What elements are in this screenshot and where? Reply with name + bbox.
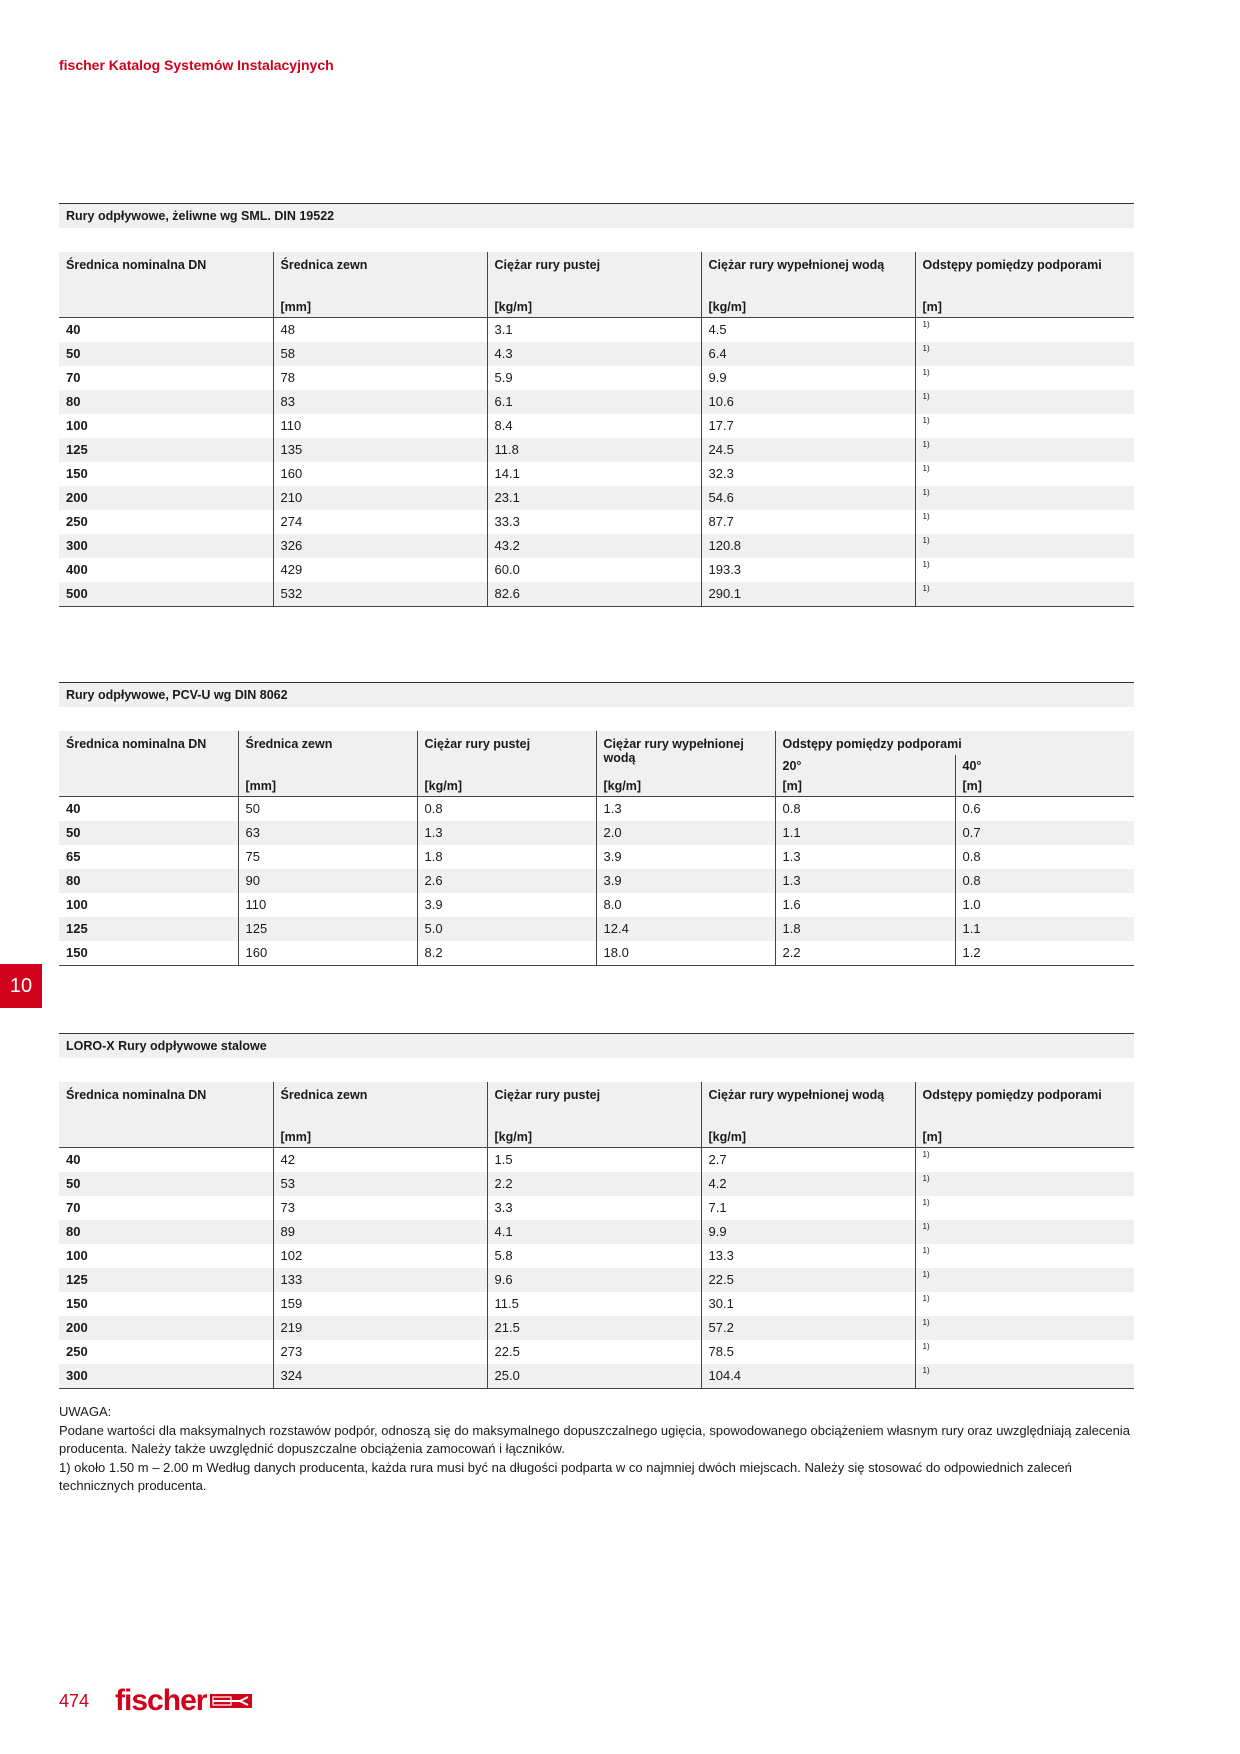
data-table [59, 731, 1134, 966]
table-row [59, 869, 1134, 893]
table-cell: 125 [238, 917, 417, 941]
dn-cell: 150 [66, 1296, 88, 1311]
data-table [59, 1082, 1134, 1389]
column-header: Średnica nominalna DN [59, 1082, 273, 1124]
table-cell: 0.8 [775, 797, 955, 822]
table-section-cast-iron [59, 203, 1134, 607]
notes-text: Podane wartości dla maksymalnych rozstawów podpór, odnoszą się do maksymalnego dopuszczalnego ugięcia, spowodowanego obciążeniem własnym rury oraz uwzględniają zalecenia producenta. Należy także uwzględnić dopuszczalne obciążenia zamocowań i łączników. [59, 1422, 1130, 1456]
section-tab: 10 [0, 964, 42, 1008]
table-row [59, 390, 1134, 414]
dn-cell: 50 [59, 821, 238, 845]
table-cell: 42 [273, 1148, 487, 1173]
table-title: Rury odpływowe, żeliwne wg SML. DIN 19522 [59, 203, 1134, 228]
table-row [59, 582, 1134, 607]
table-cell: 135 [273, 438, 487, 462]
dn-cell: 80 [59, 869, 238, 893]
page-header: fischer Katalog Systemów Instalacyjnych [59, 57, 334, 73]
table-row [59, 941, 1134, 966]
table-cell: 110 [238, 893, 417, 917]
column-header: Ciężar rury wypełnionej wodą [701, 1082, 915, 1124]
dn-cell: 300 [59, 1364, 273, 1389]
unit-header [59, 779, 238, 797]
column-header: Ciężar rury pustej [487, 1082, 701, 1124]
table-cell: 53 [273, 1172, 487, 1196]
table-cell: 5.0 [417, 917, 596, 941]
table-cell: 1.1 [775, 821, 955, 845]
table-cell: 193.3 [701, 558, 915, 582]
unit-header [59, 294, 273, 318]
unit-header: [kg/m] [487, 1124, 701, 1148]
table-cell: 9.6 [487, 1268, 701, 1292]
dn-cell: 40 [66, 801, 81, 816]
table-cell: 1.1 [955, 917, 1134, 941]
table-cell: 22.5 [701, 1268, 915, 1292]
table-section-steel [59, 1033, 1134, 1389]
table-cell: 17.7 [701, 414, 915, 438]
table-cell: 11.5 [487, 1292, 701, 1316]
footnote-ref: 1) [915, 510, 1134, 534]
table-cell: 63 [238, 821, 417, 845]
table-row [59, 1340, 1134, 1364]
table-row [59, 1268, 1134, 1292]
table-cell: 7.1 [701, 1196, 915, 1220]
table-cell: 83 [273, 390, 487, 414]
dn-cell: 150 [66, 466, 88, 481]
table-cell: 25.0 [487, 1364, 701, 1389]
dn-cell: 125 [59, 917, 238, 941]
page-number: 474 [59, 1690, 90, 1711]
column-header: Odstępy pomiędzy podporami [775, 731, 1134, 755]
column-header: Ciężar rury pustej [417, 731, 596, 779]
table-row [59, 1196, 1134, 1220]
unit-header: [m] [915, 1124, 1134, 1148]
table-title: Rury odpływowe, PCV-U wg DIN 8062 [59, 682, 1134, 707]
unit-header: [m] [775, 779, 955, 797]
table-cell: 89 [273, 1220, 487, 1244]
dn-cell: 250 [66, 514, 88, 529]
table-cell: 10.6 [701, 390, 915, 414]
dn-cell: 200 [59, 486, 273, 510]
unit-header: [kg/m] [417, 779, 596, 797]
table-cell: 78.5 [701, 1340, 915, 1364]
column-header: Ciężar rury pustej [487, 252, 701, 294]
dn-cell: 400 [66, 562, 88, 577]
table-row [59, 1220, 1134, 1244]
footnote-ref: 1) [915, 582, 1134, 607]
table-row [59, 821, 1134, 845]
dn-cell: 40 [66, 322, 81, 337]
table-cell: 8.4 [487, 414, 701, 438]
footnote-ref: 1) [915, 462, 1134, 486]
table-cell: 133 [273, 1268, 487, 1292]
table-cell: 1.3 [775, 845, 955, 869]
table-row [59, 366, 1134, 390]
table-cell: 1.3 [596, 797, 775, 822]
column-header: Średnica zewn [273, 252, 487, 294]
dn-cell: 40 [66, 1152, 81, 1167]
table-cell: 82.6 [487, 582, 701, 607]
table-row [59, 342, 1134, 366]
table-cell: 14.1 [487, 462, 701, 486]
unit-header: [m] [915, 294, 1134, 318]
table-cell: 2.2 [775, 941, 955, 966]
footnote-ref: 1) [915, 558, 1134, 582]
unit-header [59, 1124, 273, 1148]
table-row [59, 845, 1134, 869]
unit-header: [kg/m] [701, 1124, 915, 1148]
table-cell: 73 [273, 1196, 487, 1220]
column-header: Odstępy pomiędzy podporami [915, 1082, 1134, 1124]
table-cell: 1.2 [955, 941, 1134, 966]
footnote-ref: 1) [915, 390, 1134, 414]
footnote-ref: 1) [915, 486, 1134, 510]
column-header: Średnica zewn [238, 731, 417, 779]
table-cell: 60.0 [487, 558, 701, 582]
table-cell: 1.3 [775, 869, 955, 893]
table-cell: 160 [273, 462, 487, 486]
table-row [59, 438, 1134, 462]
footnote-ref: 1) [915, 414, 1134, 438]
table-row [59, 558, 1134, 582]
table-cell: 6.4 [701, 342, 915, 366]
footnote-ref: 1) [915, 1244, 1134, 1268]
table-cell: 58 [273, 342, 487, 366]
dn-cell: 50 [59, 1172, 273, 1196]
footnote-ref: 1) [915, 534, 1134, 558]
column-header: Ciężar rury wypełnionej wodą [701, 252, 915, 294]
table-title: LORO-X Rury odpływowe stalowe [59, 1033, 1134, 1058]
dn-cell: 500 [59, 582, 273, 607]
data-table [59, 252, 1134, 607]
footnote-ref: 1) [915, 1220, 1134, 1244]
column-header: Odstępy pomiędzy podporami [915, 252, 1134, 294]
table-row [59, 917, 1134, 941]
temperature-subheader: 40° [955, 755, 1134, 779]
table-cell: 429 [273, 558, 487, 582]
table-cell: 0.6 [955, 797, 1134, 822]
table-cell: 5.8 [487, 1244, 701, 1268]
table-cell: 2.7 [701, 1148, 915, 1173]
table-cell: 18.0 [596, 941, 775, 966]
table-cell: 324 [273, 1364, 487, 1389]
notes [59, 1403, 1134, 1496]
table-cell: 12.4 [596, 917, 775, 941]
table-cell: 54.6 [701, 486, 915, 510]
table-cell: 78 [273, 366, 487, 390]
table-cell: 4.5 [701, 318, 915, 343]
table-cell: 110 [273, 414, 487, 438]
table-cell: 273 [273, 1340, 487, 1364]
table-row [59, 534, 1134, 558]
table-cell: 11.8 [487, 438, 701, 462]
temperature-subheader: 20° [775, 755, 955, 779]
table-cell: 4.3 [487, 342, 701, 366]
dn-cell: 100 [66, 897, 88, 912]
table-cell: 48 [273, 318, 487, 343]
table-row [59, 797, 1134, 822]
table-cell: 43.2 [487, 534, 701, 558]
table-cell: 326 [273, 534, 487, 558]
dn-cell: 65 [66, 849, 81, 864]
table-cell: 87.7 [701, 510, 915, 534]
dn-cell: 50 [59, 342, 273, 366]
footnote-ref: 1) [915, 1316, 1134, 1340]
footnote-ref: 1) [915, 342, 1134, 366]
table-row [59, 1148, 1134, 1173]
footnote-ref: 1) [915, 438, 1134, 462]
dn-cell: 80 [59, 390, 273, 414]
table-cell: 2.2 [487, 1172, 701, 1196]
table-cell: 57.2 [701, 1316, 915, 1340]
column-header: Ciężar rury wypełnionej wodą [596, 731, 775, 779]
table-cell: 159 [273, 1292, 487, 1316]
notes-heading: UWAGA: [59, 1404, 112, 1419]
table-cell: 8.2 [417, 941, 596, 966]
dn-cell: 250 [66, 1344, 88, 1359]
table-cell: 1.3 [417, 821, 596, 845]
table-cell: 90 [238, 869, 417, 893]
table-cell: 3.9 [596, 845, 775, 869]
table-cell: 4.1 [487, 1220, 701, 1244]
table-cell: 21.5 [487, 1316, 701, 1340]
footer [59, 1684, 252, 1718]
table-cell: 8.0 [596, 893, 775, 917]
table-cell: 3.9 [417, 893, 596, 917]
unit-header: [m] [955, 779, 1134, 797]
table-cell: 6.1 [487, 390, 701, 414]
unit-header: [kg/m] [596, 779, 775, 797]
table-cell: 75 [238, 845, 417, 869]
table-row [59, 486, 1134, 510]
table-cell: 3.1 [487, 318, 701, 343]
table-cell: 5.9 [487, 366, 701, 390]
footnote-ref: 1) [915, 1172, 1134, 1196]
table-cell: 23.1 [487, 486, 701, 510]
table-row [59, 1244, 1134, 1268]
table-cell: 9.9 [701, 366, 915, 390]
unit-header: [mm] [273, 1124, 487, 1148]
table-row [59, 1172, 1134, 1196]
dn-cell: 100 [66, 1248, 88, 1263]
unit-header: [mm] [273, 294, 487, 318]
table-section-pvc [59, 682, 1134, 966]
table-cell: 0.8 [955, 869, 1134, 893]
table-cell: 4.2 [701, 1172, 915, 1196]
column-header: Średnica zewn [273, 1082, 487, 1124]
table-cell: 120.8 [701, 534, 915, 558]
unit-header: [mm] [238, 779, 417, 797]
table-cell: 532 [273, 582, 487, 607]
dn-cell: 70 [66, 1200, 81, 1215]
table-cell: 1.6 [775, 893, 955, 917]
column-header: Średnica nominalna DN [59, 252, 273, 294]
table-cell: 1.5 [487, 1148, 701, 1173]
table-cell: 160 [238, 941, 417, 966]
table-cell: 32.3 [701, 462, 915, 486]
table-cell: 0.8 [417, 797, 596, 822]
footnote-ref: 1) [915, 1364, 1134, 1389]
footnote-ref: 1) [915, 1292, 1134, 1316]
table-row [59, 1316, 1134, 1340]
dn-cell: 70 [66, 370, 81, 385]
footnote-ref: 1) [915, 366, 1134, 390]
table-cell: 50 [238, 797, 417, 822]
table-cell: 102 [273, 1244, 487, 1268]
footnote-ref: 1) [915, 1196, 1134, 1220]
table-cell: 2.0 [596, 821, 775, 845]
table-row [59, 318, 1134, 343]
table-cell: 3.9 [596, 869, 775, 893]
table-cell: 9.9 [701, 1220, 915, 1244]
fischer-logo: fischer [115, 1684, 207, 1717]
dn-cell: 125 [59, 1268, 273, 1292]
table-cell: 1.8 [417, 845, 596, 869]
table-row [59, 1364, 1134, 1389]
table-cell: 33.3 [487, 510, 701, 534]
table-row [59, 414, 1134, 438]
table-cell: 210 [273, 486, 487, 510]
table-row [59, 893, 1134, 917]
table-row [59, 462, 1134, 486]
table-cell: 30.1 [701, 1292, 915, 1316]
unit-header: [kg/m] [701, 294, 915, 318]
table-cell: 104.4 [701, 1364, 915, 1389]
dn-cell: 125 [59, 438, 273, 462]
table-cell: 22.5 [487, 1340, 701, 1364]
table-cell: 219 [273, 1316, 487, 1340]
unit-header: [kg/m] [487, 294, 701, 318]
table-cell: 1.8 [775, 917, 955, 941]
fischer-logo-icon [210, 1692, 252, 1710]
dn-cell: 300 [59, 534, 273, 558]
footnote-ref: 1) [915, 1268, 1134, 1292]
column-header: Średnica nominalna DN [59, 731, 238, 779]
footnote-ref: 1) [915, 1148, 1134, 1173]
dn-cell: 80 [59, 1220, 273, 1244]
table-cell: 274 [273, 510, 487, 534]
dn-cell: 150 [59, 941, 238, 966]
notes-footnote: 1) około 1.50 m – 2.00 m Według danych producenta, każda rura musi być na długości podparta w co najmniej dwóch miejscach. Należy się stosować do odpowiednich zaleceń technicznych producenta. [59, 1459, 1072, 1493]
table-cell: 24.5 [701, 438, 915, 462]
table-row [59, 1292, 1134, 1316]
table-cell: 0.8 [955, 845, 1134, 869]
footnote-ref: 1) [915, 1340, 1134, 1364]
table-cell: 2.6 [417, 869, 596, 893]
table-row [59, 510, 1134, 534]
footnote-ref: 1) [915, 318, 1134, 343]
dn-cell: 200 [59, 1316, 273, 1340]
table-cell: 3.3 [487, 1196, 701, 1220]
table-cell: 13.3 [701, 1244, 915, 1268]
table-cell: 290.1 [701, 582, 915, 607]
table-cell: 1.0 [955, 893, 1134, 917]
dn-cell: 100 [66, 418, 88, 433]
table-cell: 0.7 [955, 821, 1134, 845]
